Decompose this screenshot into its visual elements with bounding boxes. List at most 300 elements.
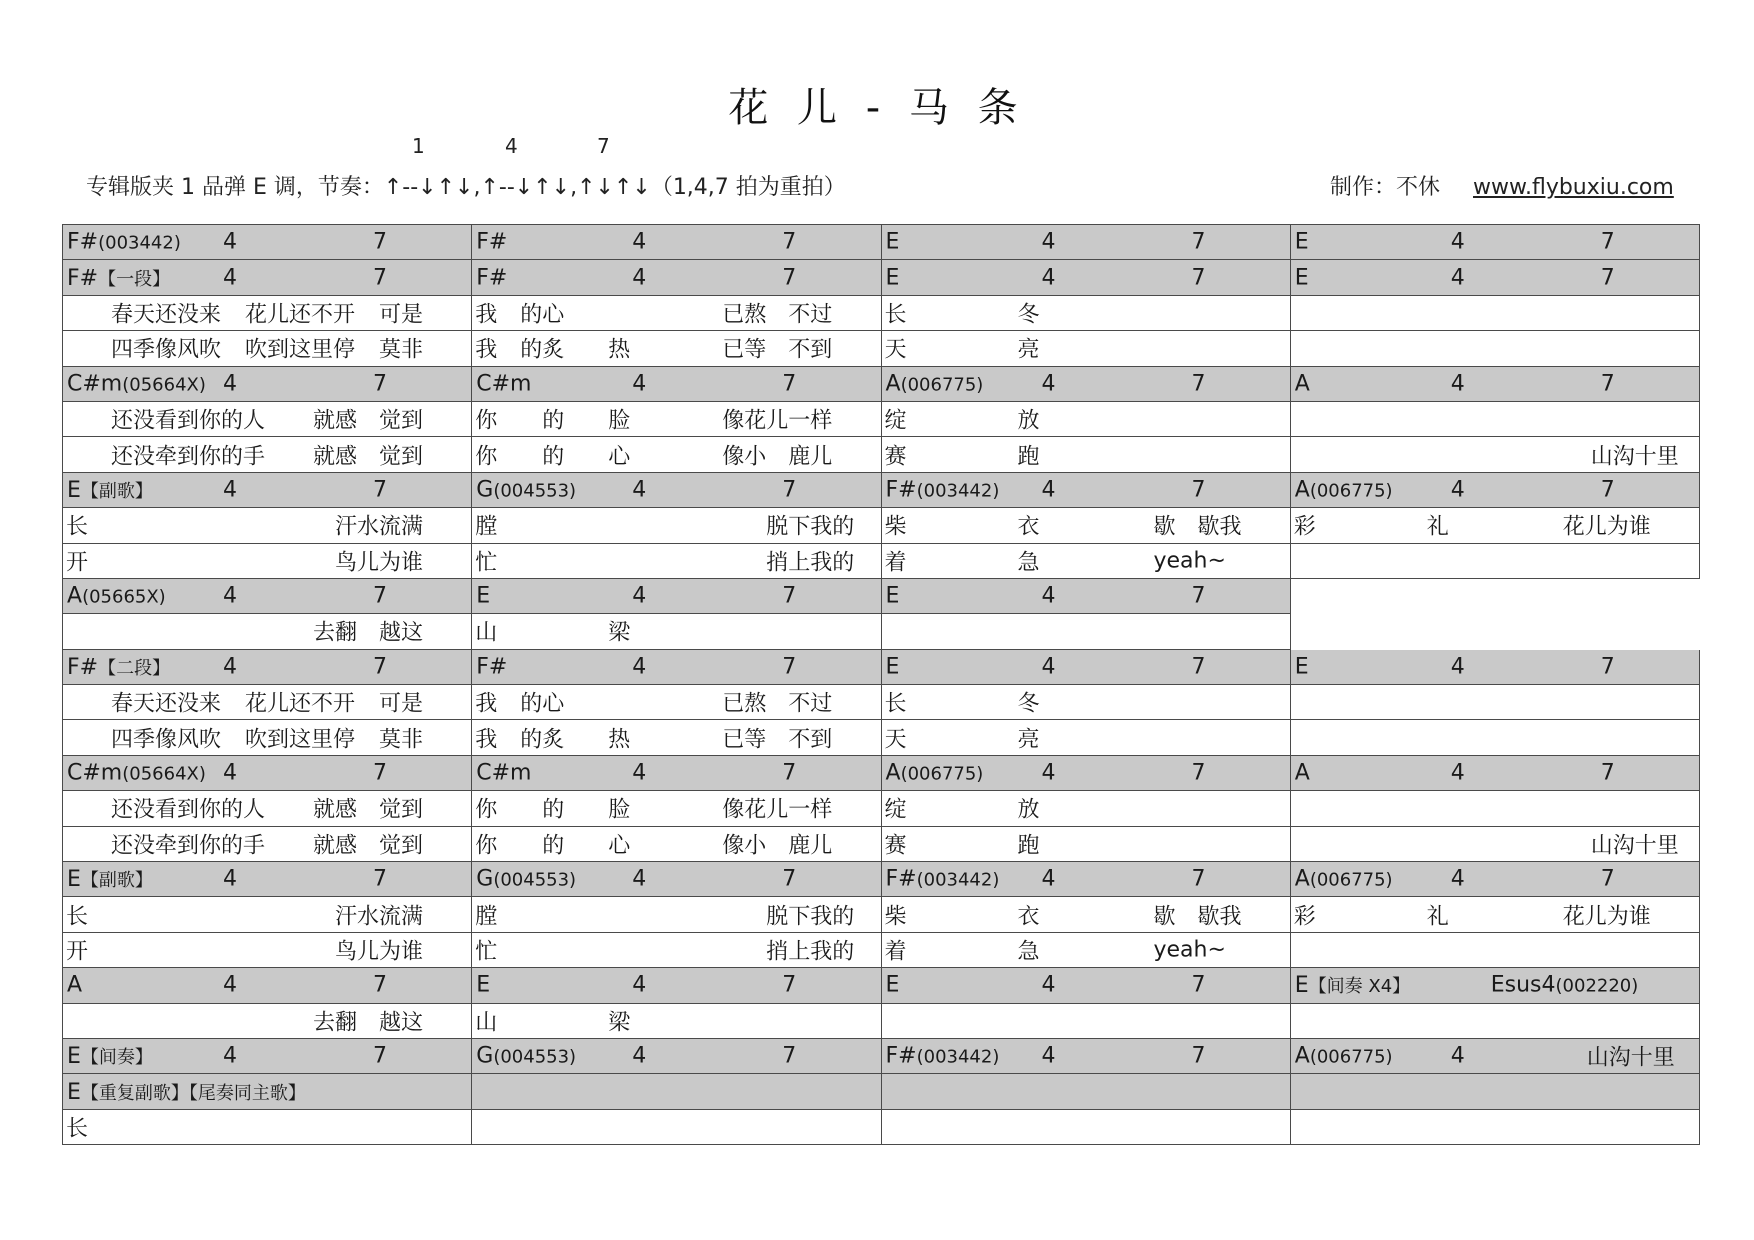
beat-7-marker: 7	[1191, 654, 1206, 680]
beat-4-marker: 4	[223, 972, 237, 998]
chord-cell	[472, 366, 881, 401]
chord-symbol: E	[67, 867, 81, 893]
beat-7-marker: 7	[782, 265, 797, 291]
lyric-fragment: 捎上我的	[766, 939, 855, 965]
chord-name	[886, 654, 900, 679]
lyric-cell	[472, 826, 881, 861]
chord-tag: (004553)	[493, 1046, 577, 1068]
website-link[interactable]: www.flybuxiu.com	[1473, 175, 1674, 200]
lyric-fragment: 柴	[884, 904, 907, 930]
beat-7-marker: 7	[782, 972, 797, 998]
lyric-row	[63, 720, 1700, 755]
lyric-row	[63, 614, 1700, 649]
beat-7-marker: 7	[1600, 866, 1615, 892]
lyric-cell	[1290, 932, 1699, 967]
chord-cell	[472, 1074, 881, 1109]
chord-name	[1295, 1044, 1393, 1069]
lyric-fragment: 就感	[313, 444, 358, 470]
lyric-cell	[881, 437, 1290, 472]
chord-row	[63, 755, 1700, 790]
lyric-fragment: 莫非	[379, 337, 424, 363]
lyric-fragment: 我	[475, 337, 498, 363]
lyric-fragment: 像花儿一样	[722, 797, 833, 823]
lyric-row	[63, 897, 1700, 932]
lyric-row	[63, 437, 1700, 472]
chord-symbol: E	[476, 583, 491, 609]
chord-extra-symbol: Esus4	[1490, 972, 1556, 998]
chord-name	[476, 654, 507, 679]
lyric-fragment: 彩	[1293, 904, 1316, 930]
chord-name	[1295, 371, 1310, 396]
chord-name	[886, 584, 900, 609]
chord-cell	[1290, 1038, 1699, 1073]
lyric-fragment: 放	[1017, 408, 1040, 434]
beat-4-marker: 4	[223, 866, 237, 892]
lyric-fragment: 衣	[1017, 904, 1040, 930]
beat-4-marker: 4	[1450, 654, 1465, 680]
lyric-row	[63, 932, 1700, 967]
chord-cell	[881, 578, 1290, 613]
chord-tag: 【一段】	[98, 268, 171, 290]
lyric-cell	[63, 437, 472, 472]
chord-cell	[1290, 1074, 1699, 1109]
beat-7-marker: 7	[373, 583, 387, 609]
chord-symbol: E	[67, 1079, 81, 1105]
chord-name	[886, 230, 900, 255]
chord-name	[67, 230, 181, 255]
chord-name	[886, 867, 1000, 892]
lyric-cell	[472, 897, 881, 932]
lyric-fragment: 可是	[379, 691, 424, 717]
lyric-fragment: 绽	[884, 797, 907, 823]
beat-4-marker: 4	[1450, 229, 1465, 255]
chord-symbol: F#	[885, 866, 917, 892]
chord-row	[63, 649, 1700, 684]
chord-symbol: C#m	[476, 760, 532, 786]
lyric-fragment: 歇	[1153, 904, 1176, 930]
capo-and-rhythm-info: 专辑版夹 1 品弹 E 调，节奏：↑--↓↑↓,↑--↓↑↓,↑↓↑↓（1,4,7 拍为重拍）	[86, 175, 846, 200]
chord-tag: (05664X)	[122, 763, 206, 785]
lyric-fragment: 觉到	[379, 797, 424, 823]
lyric-fragment: 不到	[788, 337, 833, 363]
lyric-cell	[881, 401, 1290, 436]
chord-symbol: F#	[476, 654, 508, 680]
lyric-fragment: 歇我	[1197, 904, 1242, 930]
lyric-fragment: 就感	[313, 797, 358, 823]
chord-name	[1295, 230, 1309, 255]
chord-name	[67, 973, 82, 998]
lyric-cell	[63, 543, 472, 578]
lyric-fragment: 跑	[1017, 444, 1040, 470]
beat-4-marker: 4	[1041, 972, 1056, 998]
beat-4-marker: 4	[1041, 229, 1056, 255]
chord-tag: 【间奏 X4】	[1308, 976, 1411, 998]
chord-tag: 【副歌】	[80, 870, 153, 892]
chord-cell	[1290, 472, 1699, 507]
lyric-cell	[472, 437, 881, 472]
beat-7-marker: 7	[1191, 583, 1206, 609]
chord-cell	[472, 968, 881, 1003]
lyric-fragment: 已等	[722, 337, 767, 363]
lyric-fragment: 长	[66, 904, 89, 930]
chord-tag: (006775)	[900, 763, 984, 785]
lyric-cell	[1290, 401, 1699, 436]
beat-4-marker: 4	[1450, 1043, 1465, 1069]
lyric-fragment: 已等	[722, 727, 767, 753]
beat-4-marker: 4	[632, 1043, 647, 1069]
lyric-fragment: 的	[542, 797, 565, 823]
lyric-cell	[1290, 1109, 1699, 1144]
chord-cell	[472, 578, 881, 613]
lyric-cell	[472, 614, 881, 649]
beat-7-marker: 7	[1191, 972, 1206, 998]
beat-4-marker: 4	[1041, 1043, 1056, 1069]
chord-cell	[1290, 862, 1699, 897]
lyric-fragment: 赛	[884, 833, 907, 859]
chord-row	[63, 578, 1700, 613]
chord-cell	[63, 260, 472, 295]
lyric-fragment: 放	[1017, 797, 1040, 823]
chord-cell	[1290, 578, 1699, 613]
lyric-cell	[472, 508, 881, 543]
lyric-cell	[1290, 543, 1699, 578]
chord-name	[67, 1043, 153, 1069]
beat-7-marker: 7	[782, 583, 797, 609]
chord-cell	[63, 472, 472, 507]
lyric-fragment: 我	[475, 302, 498, 328]
lyric-fragment: 心	[608, 833, 631, 859]
beat-7-marker: 7	[373, 866, 387, 892]
lyric-row	[63, 331, 1700, 366]
chord-name	[886, 761, 984, 786]
lyric-row	[63, 401, 1700, 436]
lyric-cell	[881, 508, 1290, 543]
chord-cell	[63, 366, 472, 401]
chord-symbol: F#	[885, 477, 917, 503]
lyric-fragment: 就感	[313, 833, 358, 859]
chord-symbol: A	[885, 371, 901, 397]
lyric-fragment: 吹到这里停	[245, 337, 356, 363]
lyric-fragment: 开	[66, 939, 89, 965]
chord-tag: (05665X)	[82, 586, 166, 608]
chord-cell	[63, 578, 472, 613]
chord-cell	[63, 862, 472, 897]
chord-cell	[881, 1074, 1290, 1109]
lyric-cell	[472, 295, 881, 330]
lyric-fragment: 脸	[608, 408, 631, 434]
chord-cell	[881, 862, 1290, 897]
beat-4-marker: 4	[632, 654, 647, 680]
chord-tag: 【副歌】	[80, 480, 153, 502]
lyric-cell	[881, 1003, 1290, 1038]
lyric-fragment: 礼	[1426, 904, 1449, 930]
chord-symbol: E	[476, 972, 491, 998]
chord-name	[886, 265, 900, 290]
chord-tag: 【重复副歌】【尾奏同主歌】	[80, 1082, 306, 1104]
song-title: 花 儿 - 马 条	[728, 85, 1026, 131]
lyric-fragment: 像小	[722, 833, 767, 859]
chord-tag: (004553)	[493, 869, 577, 891]
chord-cell	[63, 225, 472, 260]
lyric-fragment: 山沟十里	[1590, 444, 1679, 470]
lyric-cell	[472, 543, 881, 578]
chord-row	[63, 260, 1700, 295]
chord-cell	[1290, 260, 1699, 295]
beat-4-marker: 4	[1041, 477, 1056, 503]
lyric-fragment: 觉到	[379, 833, 424, 859]
beat-7-marker: 7	[1600, 371, 1615, 397]
lyric-fragment: 还没看到你的人	[111, 797, 266, 823]
chord-tag: (003442)	[916, 1046, 1000, 1068]
lyric-cell	[63, 932, 472, 967]
beat-7-marker: 7	[373, 1043, 387, 1069]
lyric-fragment: 脱下我的	[766, 904, 855, 930]
lyric-fragment: 彩	[1293, 514, 1316, 540]
lyric-cell	[63, 897, 472, 932]
lyric-fragment: 的心	[520, 302, 565, 328]
chord-cell	[1290, 755, 1699, 790]
lyric-fragment: 鹿儿	[788, 444, 833, 470]
lyric-cell	[472, 685, 881, 720]
beat-4-marker: 4	[223, 654, 237, 680]
chord-symbol: F#	[476, 265, 508, 291]
lyric-cell	[1290, 685, 1699, 720]
lyric-fragment: 山	[475, 1010, 498, 1036]
lyric-fragment: 长	[66, 514, 89, 540]
beat-4-marker: 4	[1041, 654, 1056, 680]
lyric-fragment: 花儿为谁	[1562, 904, 1651, 930]
lyric-fragment: 你	[475, 408, 498, 434]
lyric-fragment: 礼	[1426, 514, 1449, 540]
beat-7-marker: 7	[373, 760, 387, 786]
lyric-fragment: 山	[475, 620, 498, 646]
lyric-cell	[63, 1003, 472, 1038]
lyric-cell	[63, 685, 472, 720]
lyric-cell	[472, 1003, 881, 1038]
chord-symbol: G	[476, 1043, 494, 1069]
chord-symbol: A	[1294, 1043, 1310, 1069]
chord-sheet-table	[62, 224, 1700, 1145]
chord-symbol: E	[67, 477, 81, 503]
lyric-cell	[881, 331, 1290, 366]
lyric-cell	[1290, 897, 1699, 932]
beat-7-marker: 7	[1600, 477, 1615, 503]
chord-name	[476, 477, 576, 502]
chord-name	[476, 230, 507, 255]
lyric-fragment: 不过	[788, 691, 833, 717]
beat-7-marker: 7	[1191, 371, 1206, 397]
chord-cell	[472, 472, 881, 507]
lyric-fragment: 还没看到你的人	[111, 408, 266, 434]
lyric-fragment: 的炙	[520, 727, 565, 753]
lyric-fragment: 花儿还不开	[245, 691, 356, 717]
lyric-fragment: 你	[475, 797, 498, 823]
lyric-fragment: 膛	[475, 514, 498, 540]
lyric-fragment: 忙	[475, 939, 498, 965]
chord-cell	[472, 649, 881, 684]
lyric-fragment: 觉到	[379, 444, 424, 470]
beat-4-marker: 4	[632, 760, 647, 786]
chord-extra-tag: (002220)	[1555, 975, 1639, 997]
lyric-fragment: 我	[475, 691, 498, 717]
chord-name	[1295, 761, 1310, 786]
beat-4-marker: 4	[632, 477, 647, 503]
lyric-fragment: 去翻	[313, 1010, 358, 1036]
lyric-cell	[1290, 791, 1699, 826]
beat-7-marker: 7	[782, 1043, 797, 1069]
chord-symbol: G	[476, 866, 494, 892]
chord-name	[476, 265, 507, 290]
beat-4-marker: 4	[1041, 583, 1056, 609]
chord-extra	[1491, 973, 1639, 998]
chord-cell	[1290, 225, 1699, 260]
beat-4-marker: 4	[1041, 866, 1056, 892]
beat-4-marker: 4	[632, 229, 647, 255]
beat-4-marker: 4	[223, 371, 237, 397]
chord-tag: (006775)	[900, 374, 984, 396]
beat-7-marker: 7	[782, 760, 797, 786]
lyric-fragment: 不过	[788, 302, 833, 328]
chord-symbol: A	[1294, 371, 1310, 397]
lyric-fragment: 脱下我的	[766, 514, 855, 540]
chord-cell	[881, 260, 1290, 295]
chord-symbol: E	[885, 972, 900, 998]
lyric-fragment: 莫非	[379, 727, 424, 753]
chord-row	[63, 366, 1700, 401]
lyric-cell	[1290, 331, 1699, 366]
chord-name	[67, 477, 153, 503]
credit-line	[1330, 170, 1674, 201]
chord-name	[67, 1079, 306, 1105]
chord-name	[1295, 867, 1393, 892]
lyric-fragment: 歇我	[1197, 514, 1242, 540]
lyric-fragment: 不到	[788, 727, 833, 753]
chord-row	[63, 472, 1700, 507]
lyric-cell	[881, 932, 1290, 967]
beat-7-marker: 7	[1191, 760, 1206, 786]
beat-7-marker: 7	[1191, 265, 1206, 291]
lyric-fragment: 热	[608, 727, 631, 753]
lyric-cell	[472, 401, 881, 436]
lyric-fragment: 梁	[608, 1010, 631, 1036]
chord-tag: (006775)	[1309, 480, 1393, 502]
lyric-fragment: 已熬	[722, 691, 767, 717]
lyric-fragment: 像小	[722, 444, 767, 470]
chord-cell	[63, 649, 472, 684]
lyric-fragment: 长	[884, 691, 907, 717]
chord-cell	[472, 1038, 881, 1073]
lyric-fragment: 着	[884, 550, 907, 576]
lyric-fragment: 梁	[608, 620, 631, 646]
lyric-row	[63, 791, 1700, 826]
lyric-cell	[63, 826, 472, 861]
lyric-fragment: 花儿为谁	[1562, 514, 1651, 540]
lyric-cell	[1290, 508, 1699, 543]
chord-name	[67, 371, 206, 396]
lyric-row	[63, 508, 1700, 543]
lyric-fragment: 天	[884, 727, 907, 753]
chord-symbol: F#	[67, 229, 99, 255]
beat-7-marker: 7	[1600, 229, 1615, 255]
beat-7-marker: 7	[1191, 1043, 1206, 1069]
beat-7-marker: 7	[782, 866, 797, 892]
credit-author: 制作：不休	[1330, 175, 1441, 200]
beat-4-marker: 4	[223, 1043, 237, 1069]
beat-4-marker: 4	[1041, 760, 1056, 786]
beat-7-marker: 7	[1191, 229, 1206, 255]
lyric-fragment: 心	[608, 444, 631, 470]
chord-cell	[881, 649, 1290, 684]
lyric-fragment: 急	[1017, 939, 1040, 965]
chord-name	[886, 371, 984, 396]
beat-4-marker: 4	[1041, 371, 1056, 397]
lyric-cell	[881, 295, 1290, 330]
lyric-fragment: 越这	[379, 1010, 424, 1036]
beat-4-marker: 4	[1450, 371, 1465, 397]
chord-symbol: A	[1294, 760, 1310, 786]
chord-tag: (003442)	[98, 232, 181, 254]
lyric-fragment: 歇	[1153, 514, 1176, 540]
beat-4-marker: 4	[223, 265, 237, 291]
chord-symbol: A	[67, 583, 83, 609]
chord-symbol: F#	[67, 265, 99, 291]
lyric-fragment: 冬	[1017, 302, 1040, 328]
lyric-cell	[472, 932, 881, 967]
chord-name	[67, 584, 166, 609]
lyric-fragment: 春天还没来	[111, 691, 222, 717]
chord-cell	[881, 366, 1290, 401]
chord-symbol: C#m	[67, 760, 123, 786]
lyric-cell	[881, 614, 1290, 649]
lyric-fragment: 脸	[608, 797, 631, 823]
chord-cell	[472, 862, 881, 897]
lyric-fragment: 汗水流满	[335, 904, 424, 930]
chord-cell	[472, 260, 881, 295]
chord-cell	[1290, 649, 1699, 684]
lyric-fragment: 鹿儿	[788, 833, 833, 859]
lyric-fragment: 捎上我的	[766, 550, 855, 576]
beat-marker-7: 7	[597, 134, 610, 158]
beat-marker-1: 1	[412, 134, 425, 158]
lyric-fragment: 就感	[313, 408, 358, 434]
lyric-row	[63, 1003, 1700, 1038]
chord-cell	[1290, 968, 1699, 1003]
lyric-fragment: 开	[66, 550, 89, 576]
beat-4-marker: 4	[223, 760, 237, 786]
chord-tag: (006775)	[1309, 1046, 1393, 1068]
beat-4-marker: 4	[223, 583, 237, 609]
beat-4-marker: 4	[1041, 265, 1056, 291]
chord-symbol: E	[1294, 229, 1309, 255]
lyric-fragment: 觉到	[379, 408, 424, 434]
lyric-cell	[63, 614, 472, 649]
lyric-cell	[881, 791, 1290, 826]
beat-4-marker: 4	[632, 265, 647, 291]
chord-cell	[881, 225, 1290, 260]
lyric-fragment: 四季像风吹	[111, 337, 222, 363]
chord-symbol: F#	[67, 654, 99, 680]
beat-7-marker: 7	[782, 654, 797, 680]
beat-4-marker: 4	[1450, 477, 1465, 503]
lyric-fragment: 亮	[1017, 337, 1040, 363]
lyric-fragment: 春天还没来	[111, 302, 222, 328]
chord-symbol: E	[885, 654, 900, 680]
lyric-row	[63, 826, 1700, 861]
lyric-cell	[63, 295, 472, 330]
lyric-fragment: 花儿还不开	[245, 302, 356, 328]
chord-tag: (05664X)	[122, 374, 206, 396]
lyric-fragment: 可是	[379, 302, 424, 328]
